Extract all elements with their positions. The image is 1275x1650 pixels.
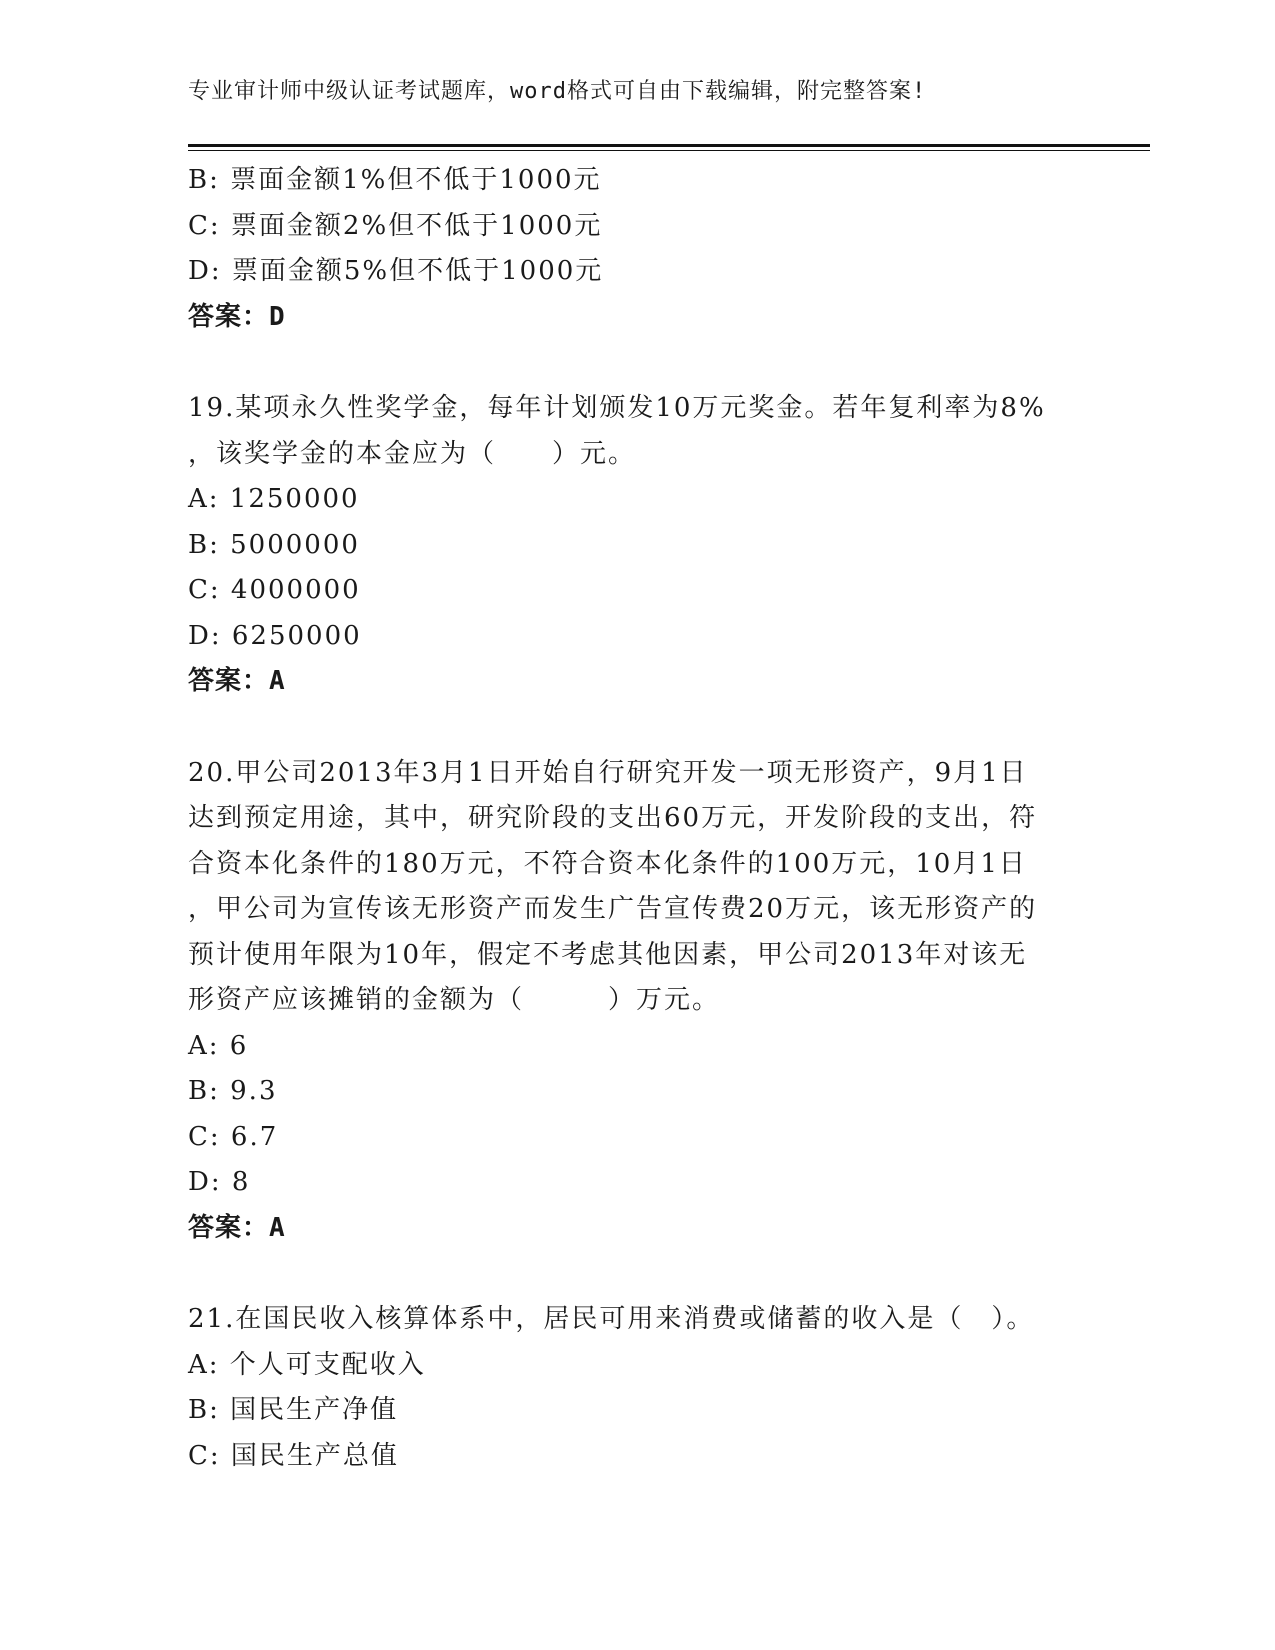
question-stem-line: 达到预定用途，其中，研究阶段的支出60万元，开发阶段的支出，符: [188, 803, 1038, 833]
answer: 答案：A: [188, 666, 286, 696]
option-b: B: 国民生产净值: [188, 1395, 399, 1425]
option-b: B: 票面金额1%但不低于1000元: [188, 165, 602, 195]
question-stem-line: ，甲公司为宣传该无形资产而发生广告宣传费20万元，该无形资产的: [188, 894, 1038, 924]
option-d: D: 8: [188, 1167, 251, 1197]
option-c: C: 4000000: [188, 575, 361, 605]
question-content: [188, 158, 1088, 1479]
question-20: [188, 751, 1088, 1252]
question-19: [188, 386, 1088, 705]
question-stem-line: ，该奖学金的本金应为（ ）元。: [188, 438, 637, 469]
question-21: [188, 1297, 1088, 1479]
option-c: C: 票面金额2%但不低于1000元: [188, 210, 603, 241]
option-d: D: 6250000: [188, 620, 362, 651]
option-d: D: 票面金额5%但不低于1000元: [188, 256, 604, 286]
option-c: C: 国民生产总值: [188, 1440, 399, 1471]
option-c: C: 6.7: [188, 1121, 279, 1152]
option-a: A: 个人可支配收入: [188, 1349, 426, 1380]
spacer: [188, 705, 1088, 751]
option-a: A: 1250000: [188, 484, 360, 514]
question-stem-line: 形资产应该摊销的金额为（ ）万元。: [188, 985, 721, 1015]
header-rule-thick: [188, 144, 1150, 147]
header-rule-thin: [188, 150, 1150, 151]
option-b: B: 9.3: [188, 1076, 278, 1106]
question-stem-line: 合资本化条件的180万元，不符合资本化条件的100万元，10月1日: [188, 848, 1027, 879]
spacer: [188, 1251, 1088, 1297]
option-a: A: 6: [188, 1030, 249, 1061]
spacer: [188, 340, 1088, 386]
option-b: B: 5000000: [188, 529, 360, 560]
question-stem-line: 21.在国民收入核算体系中，居民可用来消费或储蓄的收入是（ ）。: [188, 1304, 1035, 1334]
question-stem-line: 20.甲公司2013年3月1日开始自行研究开发一项无形资产，9月1日: [188, 757, 1028, 788]
question-18-tail: [188, 158, 1088, 340]
answer: 答案：A: [188, 1212, 286, 1243]
page-header: 专业审计师中级认证考试题库，word格式可自由下载编辑，附完整答案!: [188, 79, 927, 104]
question-stem-line: 19.某项永久性奖学金，每年计划颁发10万元奖金。若年复利率为8%: [188, 393, 1046, 423]
question-stem-line: 预计使用年限为10年，假定不考虑其他因素，甲公司2013年对该无: [188, 939, 1028, 970]
answer: 答案：D: [188, 301, 286, 332]
